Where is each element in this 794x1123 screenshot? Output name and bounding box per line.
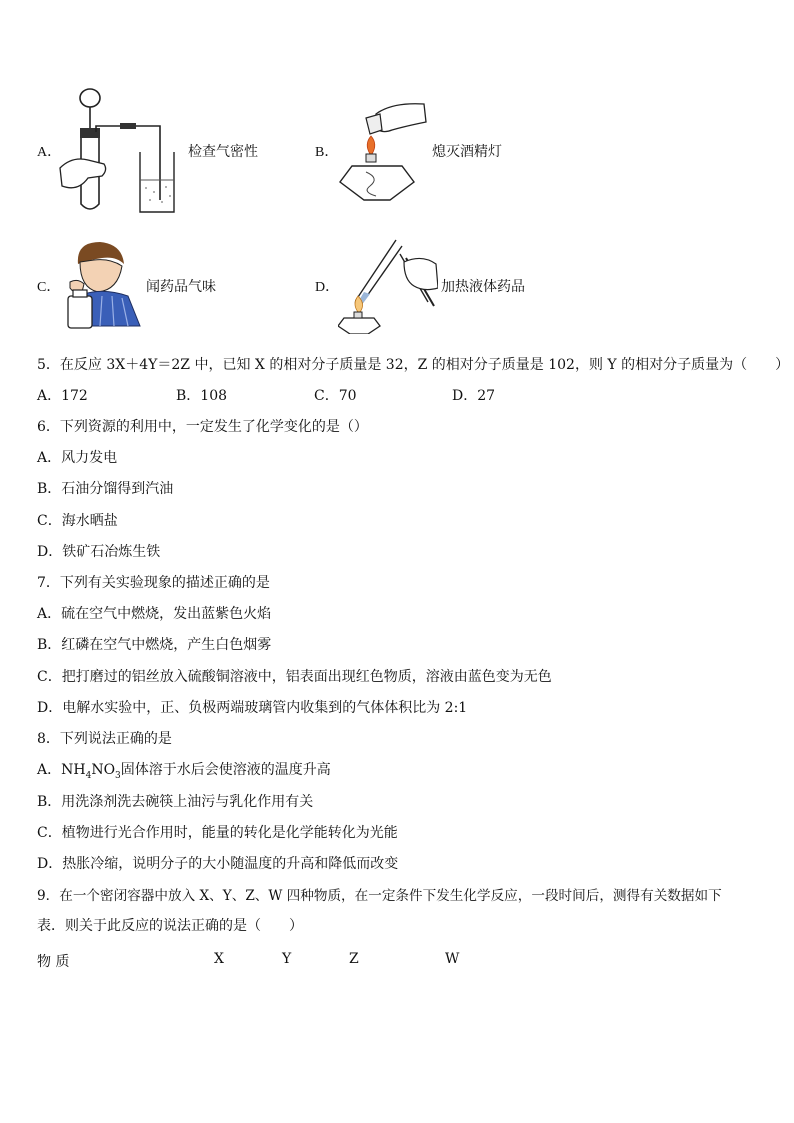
heating-test-tube-icon xyxy=(338,234,438,334)
option-a-prefix: A．NH xyxy=(37,762,86,778)
option-c: C．植物进行光合作用时，能量的转化是化学能转化为光能 xyxy=(37,825,398,841)
option-d: D．铁矿石冶炼生铁 xyxy=(37,544,161,560)
option-c: C．海水晒盐 xyxy=(37,513,118,529)
option-c: C．把打磨过的铝丝放入硫酸铜溶液中，铝表面出现红色物质，溶液由蓝色变为无色 xyxy=(37,669,552,685)
question-stem: 6．下列资源的利用中，一定发生了化学变化的是（） xyxy=(37,419,368,435)
header-cell-w: W xyxy=(445,951,460,967)
option-a: A．172 xyxy=(37,388,88,404)
option-letter: A． xyxy=(37,145,62,160)
option-letter: D． xyxy=(315,280,340,295)
option-a: A．风力发电 xyxy=(37,450,118,466)
question-stem-line1: 9．在一个密闭容器中放入 X、Y、Z、W 四种物质，在一定条件下发生化学反应，一段时间后，测得有关数据如下 xyxy=(37,888,722,904)
option-b: B．石油分馏得到汽油 xyxy=(37,481,174,497)
alcohol-lamp-icon xyxy=(336,98,431,203)
header-cell-z: Z xyxy=(349,951,359,967)
subscript: 3 xyxy=(115,770,121,781)
option-letter: C． xyxy=(37,280,61,295)
header-cell-y: Y xyxy=(282,951,292,967)
option-a-mid: NO xyxy=(91,762,116,778)
smelling-child-icon xyxy=(64,238,142,330)
option-b: B．红磷在空气中燃烧，产生白色烟雾 xyxy=(37,637,272,653)
option-b: B．108 xyxy=(176,388,228,404)
option-c: C．70 xyxy=(314,388,357,404)
option-caption: 闻药品气味 xyxy=(146,279,216,295)
header-cell-substance: 物 质 xyxy=(37,954,70,970)
option-a xyxy=(37,759,331,781)
question-stem-line2: 表．则关于此反应的说法正确的是（ ） xyxy=(37,918,303,934)
header-cell-x: X xyxy=(214,951,224,967)
airtightness-apparatus-icon xyxy=(58,82,178,217)
option-a-suffix: 固体溶于水后会使溶液的温度升高 xyxy=(120,762,331,778)
option-a: A．硫在空气中燃烧，发出蓝紫色火焰 xyxy=(37,606,272,622)
option-b: B．用洗涤剂洗去碗筷上油污与乳化作用有关 xyxy=(37,794,314,810)
option-caption: 检查气密性 xyxy=(188,144,258,160)
option-caption: 加热液体药品 xyxy=(441,279,525,295)
option-d: D．27 xyxy=(452,388,496,404)
question-stem: 8．下列说法正确的是 xyxy=(37,731,172,747)
question-stem: 5．在反应 3X＋4Y＝2Z 中，已知 X 的相对分子质量是 32，Z 的相对分子质量是 102，则 Y 的相对分子质量为（ ） xyxy=(37,357,790,373)
subscript: 4 xyxy=(85,770,92,781)
option-letter: B． xyxy=(315,145,339,160)
option-d: D．电解水实验中，正、负极两端玻璃管内收集到的气体体积比为 2:1 xyxy=(37,700,468,716)
question-stem: 7．下列有关实验现象的描述正确的是 xyxy=(37,575,270,591)
option-caption: 熄灭酒精灯 xyxy=(432,144,502,160)
option-d: D．热胀冷缩，说明分子的大小随温度的升高和降低而改变 xyxy=(37,856,399,872)
